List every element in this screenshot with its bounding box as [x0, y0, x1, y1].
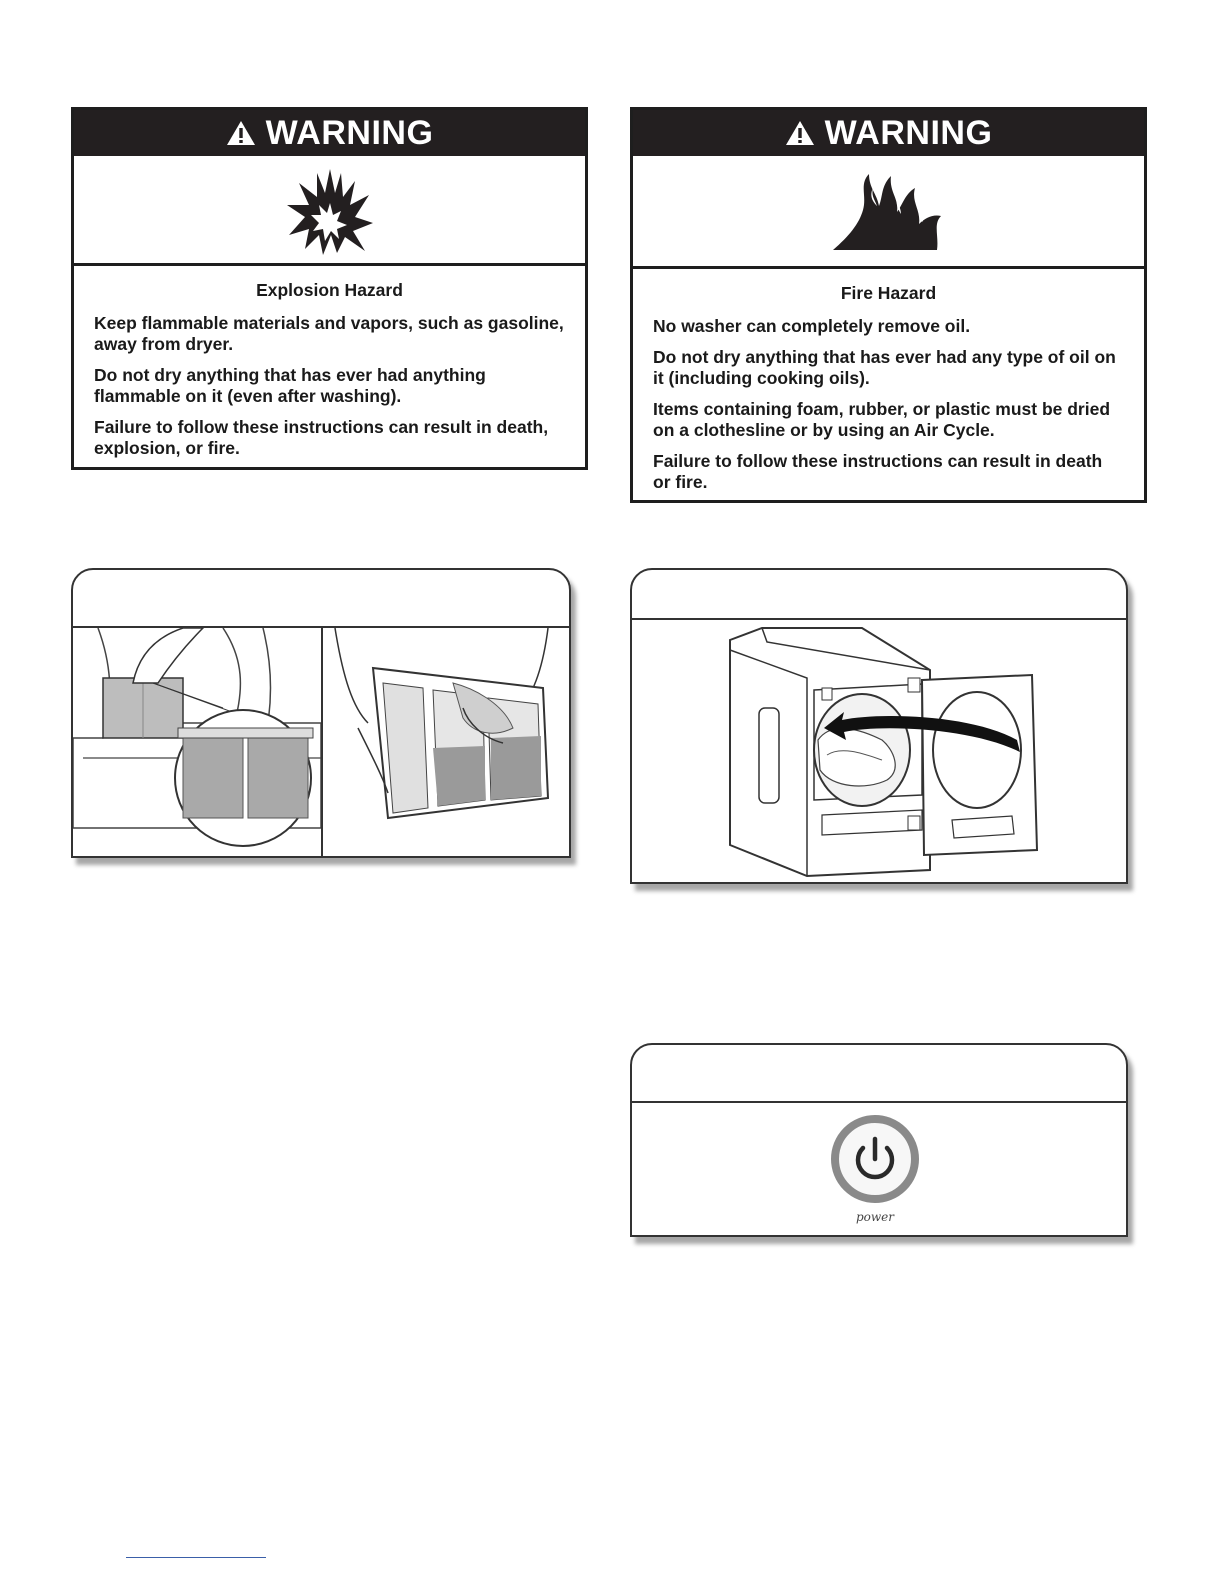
warning-line: Failure to follow these instructions can result in death or fire.: [653, 451, 1103, 492]
dryer-door-figure: [630, 568, 1128, 884]
power-figure: [630, 1043, 1128, 1237]
power-label: power: [855, 1210, 895, 1224]
warning-line: Do not dry anything that has ever had any type of oil on it (including cooking oils).: [653, 347, 1116, 388]
warning-line: Items containing foam, rubber, or plastic must be dried on a clothesline or by using an Air Cycle.: [653, 399, 1111, 440]
warning-header-text: WARNING: [265, 113, 434, 152]
lint-screen-removal-scene: [73, 628, 321, 846]
figure-header: [73, 570, 569, 628]
warning-line: Failure to follow these instructions can result in death, explosion, or fire.: [94, 417, 549, 458]
figure-header: [632, 1045, 1126, 1103]
power-button-icon: [835, 1119, 915, 1199]
explosion-warning-body: [74, 266, 585, 471]
lint-screen-figure: [71, 568, 571, 858]
fire-warning-box: [630, 107, 1147, 503]
warning-line: No washer can completely remove oil.: [653, 316, 971, 336]
warning-line: Keep flammable materials and vapors, such as gasoline, away from dryer.: [94, 313, 564, 354]
dryer-load-illustration: [632, 620, 1128, 882]
explosion-icon: [285, 165, 375, 255]
fire-warning-body: [633, 269, 1144, 505]
warning-triangle-icon: [785, 119, 815, 147]
explosion-symbol-area: [74, 156, 585, 266]
lint-screen-cleaning-scene: [335, 628, 548, 818]
dryer-illustration: [730, 628, 1037, 876]
warning-header: [633, 110, 1144, 156]
lint-screen-illustration: [73, 628, 571, 858]
warning-header: [74, 110, 585, 156]
hazard-title: Fire Hazard: [840, 283, 937, 303]
explosion-warning-box: [71, 107, 588, 470]
figure-header: [632, 570, 1126, 620]
footer-link-underline: [126, 1557, 266, 1558]
power-button-illustration: [632, 1103, 1128, 1237]
fire-icon: [829, 166, 949, 256]
warning-line: Do not dry anything that has ever had anything flammable on it (even after washing).: [94, 365, 486, 406]
fire-symbol-area: [633, 156, 1144, 269]
warning-header-text: WARNING: [824, 113, 993, 152]
warning-triangle-icon: [226, 119, 256, 147]
hazard-title: Explosion Hazard: [256, 280, 403, 300]
